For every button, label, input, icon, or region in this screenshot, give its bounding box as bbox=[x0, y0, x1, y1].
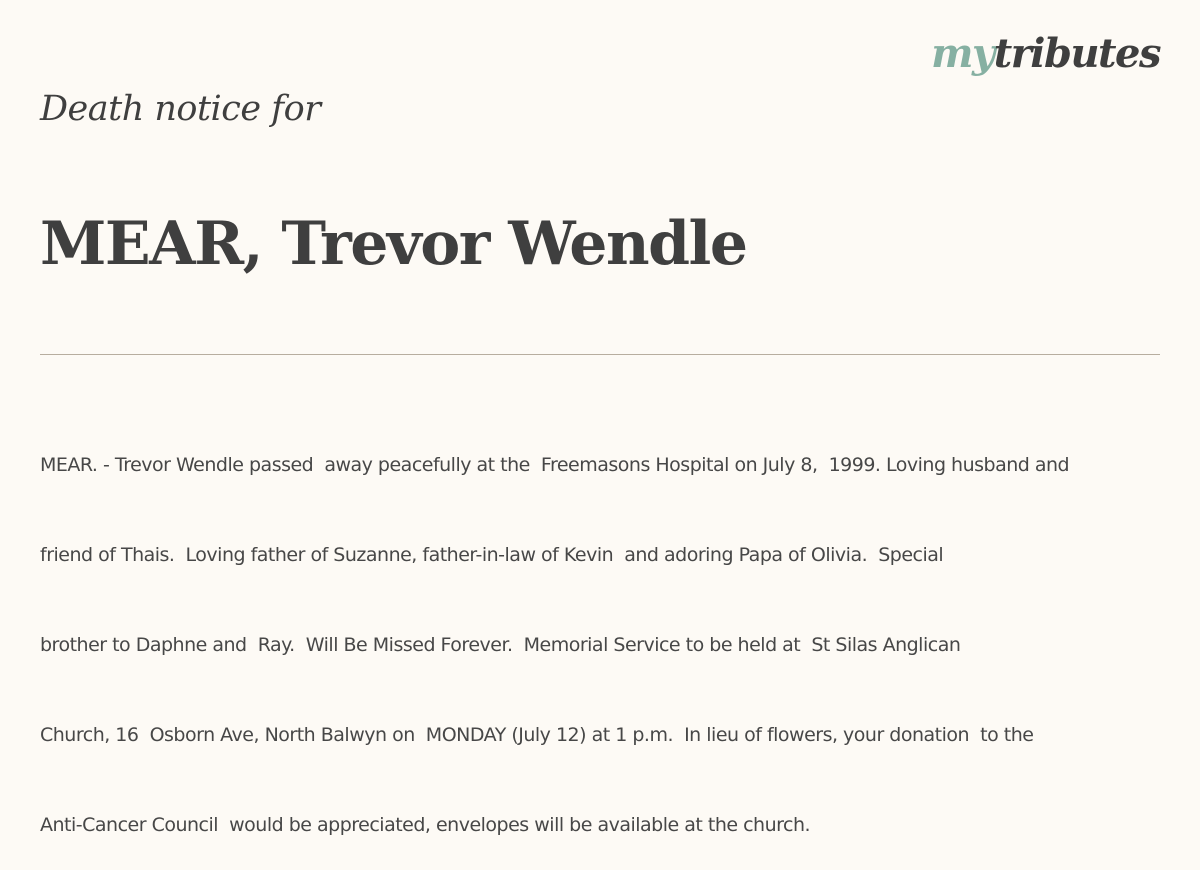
logo-tributes: tributes bbox=[993, 30, 1160, 77]
divider bbox=[40, 354, 1160, 355]
notice-body-line: friend of Thais. Loving father of Suzanne, father-in-law of Kevin and adoring Papa of Olivia. Special bbox=[40, 544, 944, 566]
notice-heading: Death notice for bbox=[40, 89, 321, 129]
notice-body-line: Church, 16 Osborn Ave, North Balwyn on MONDAY (July 12) at 1 p.m. In lieu of flowers, your donation to the bbox=[40, 724, 1034, 746]
mytributes-logo[interactable] bbox=[931, 30, 1160, 77]
logo-my: my bbox=[931, 30, 994, 77]
notice-body-line: brother to Daphne and Ray. Will Be Missed Forever. Memorial Service to be held at St Silas Anglican bbox=[40, 634, 961, 656]
notice-body-line: Anti-Cancer Council would be appreciated, envelopes will be available at the church. bbox=[40, 814, 811, 836]
notice-body bbox=[40, 390, 1069, 870]
notice-body-line: MEAR. - Trevor Wendle passed away peacefully at the Freemasons Hospital on July 8, 1999. Loving husband and bbox=[40, 454, 1070, 476]
deceased-name: MEAR, Trevor Wendle bbox=[40, 209, 747, 279]
